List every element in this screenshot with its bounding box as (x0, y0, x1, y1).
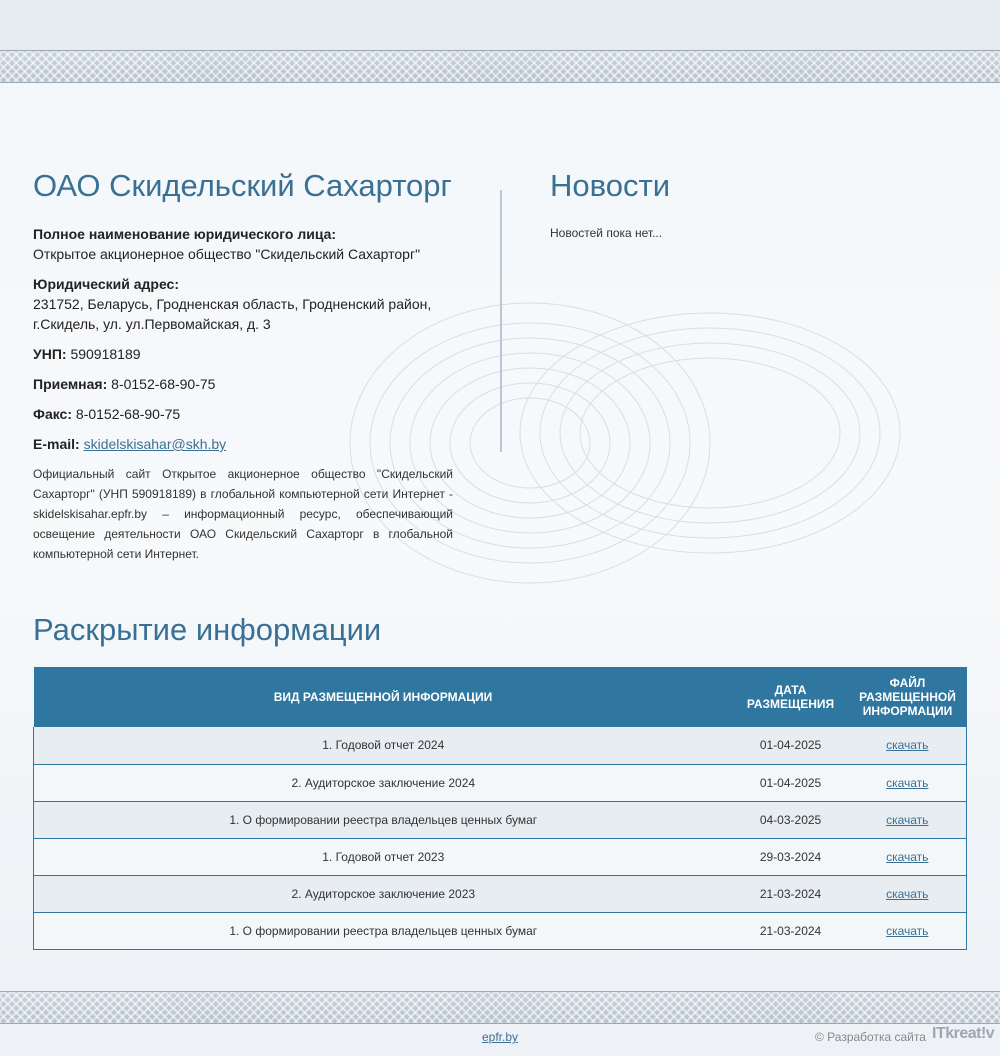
address-row (33, 274, 453, 334)
disclosure-title: Раскрытие информации (33, 612, 382, 647)
table-row (34, 764, 967, 801)
vertical-divider (500, 190, 502, 452)
unp-label: УНП: (33, 346, 67, 362)
full-name-row (33, 224, 453, 264)
row-file-cell (849, 912, 967, 949)
company-info (33, 224, 453, 564)
table-row (34, 801, 967, 838)
fax-value: 8-0152-68-90-75 (75, 406, 181, 422)
row-type: 1. О формировании реестра владельцев ценных бумаг (34, 912, 733, 949)
unp-value: 590918189 (70, 346, 141, 362)
header-type: ВИД РАЗМЕЩЕННОЙ ИНФОРМАЦИИ (34, 667, 733, 727)
email-link[interactable]: skidelskisahar@skh.by (83, 436, 227, 452)
unp-row (33, 344, 453, 364)
address-value: 231752, Беларусь, Гродненская область, Гродненский район, г.Скидель, ул. ул.Первомайская, д. 3 (33, 296, 432, 332)
reception-value: 8-0152-68-90-75 (111, 376, 216, 392)
row-file-cell (849, 875, 967, 912)
table-row (34, 838, 967, 875)
download-link[interactable]: скачать (886, 812, 929, 827)
row-date: 01-04-2025 (733, 727, 849, 764)
disclosure-table (33, 667, 967, 950)
footer-pattern-band (0, 991, 1000, 1024)
row-date: 01-04-2025 (733, 764, 849, 801)
company-title: ОАО Скидельский Сахарторг (33, 168, 452, 203)
row-type: 1. Годовой отчет 2024 (34, 727, 733, 764)
news-title: Новости (550, 168, 671, 203)
footer-epfr-link[interactable]: epfr.by (482, 1030, 519, 1044)
row-date: 21-03-2024 (733, 875, 849, 912)
developer-logo[interactable]: ITkreat!v (932, 1025, 995, 1042)
row-file-cell (849, 838, 967, 875)
table-row (34, 912, 967, 949)
disclosure-table-wrap (33, 667, 967, 950)
top-bar (0, 0, 1000, 50)
table-row (34, 875, 967, 912)
download-link[interactable]: скачать (886, 923, 929, 938)
reception-label: Приемная: (33, 376, 108, 392)
email-row (33, 434, 453, 454)
row-file-cell (849, 801, 967, 838)
news-empty-message: Новостей пока нет... (550, 226, 663, 240)
email-label: E-mail: (33, 436, 80, 452)
row-type: 2. Аудиторское заключение 2023 (34, 875, 733, 912)
about-text: Официальный сайт Открытое акционерное общество "Скидельский Сахарторг" (УНП 590918189) в глобальной компьютерной сети Интернет - skidelskisahar.epfr.by – информационный ресурс, обеспечивающий освещение деятельности ОАО Скидельский Сахарторг в глобальной компьютерной сети Интернет. (33, 467, 453, 561)
table-header-row (34, 667, 967, 727)
full-name-value: Открытое акционерное общество "Скидельский Сахарторг" (33, 246, 421, 262)
row-date: 04-03-2025 (733, 801, 849, 838)
developer-credit: © Разработка сайта (815, 1030, 926, 1044)
row-file-cell (849, 727, 967, 764)
download-link[interactable]: скачать (886, 738, 929, 753)
header-pattern-band (0, 50, 1000, 83)
row-type: 2. Аудиторское заключение 2024 (34, 764, 733, 801)
reception-row (33, 374, 453, 394)
address-label: Юридический адрес: (33, 276, 179, 292)
header-date: ДАТА РАЗМЕЩЕНИЯ (733, 667, 849, 727)
row-file-cell (849, 764, 967, 801)
download-link[interactable]: скачать (886, 849, 929, 864)
row-type: 1. О формировании реестра владельцев ценных бумаг (34, 801, 733, 838)
table-row (34, 727, 967, 764)
fax-row (33, 404, 453, 424)
row-date: 21-03-2024 (733, 912, 849, 949)
full-name-label: Полное наименование юридического лица: (33, 226, 337, 242)
download-link[interactable]: скачать (886, 886, 929, 901)
download-link[interactable]: скачать (886, 775, 929, 790)
row-date: 29-03-2024 (733, 838, 849, 875)
fax-label: Факс: (33, 406, 73, 422)
header-file: ФАЙЛ РАЗМЕЩЕННОЙ ИНФОРМАЦИИ (849, 667, 967, 727)
row-type: 1. Годовой отчет 2023 (34, 838, 733, 875)
